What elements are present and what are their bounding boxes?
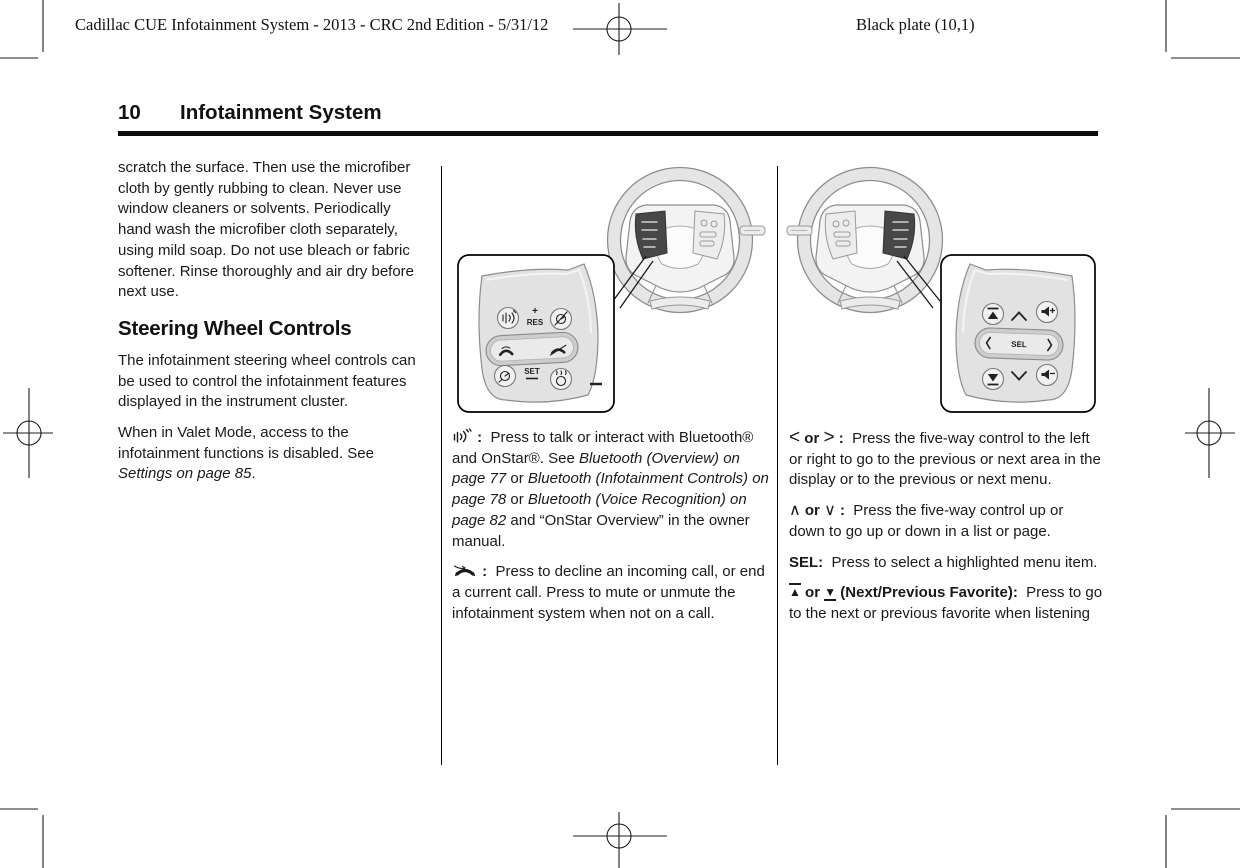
previous-favorite-icon: ▼: [824, 585, 837, 600]
text-run: Bluetooth (Infotainment Controls) on page 78: [452, 470, 774, 509]
crop-mark: [1166, 809, 1240, 868]
paragraph: [789, 583, 1107, 624]
running-header-right: Black plate (10,1): [856, 15, 975, 34]
next-favorite-button: [983, 304, 1004, 325]
paragraph: [452, 428, 774, 552]
paragraph: [789, 427, 1106, 491]
phone-rocker: [485, 332, 578, 367]
text-run: or: [506, 470, 528, 488]
svg-text:RES: RES: [526, 318, 544, 327]
end-call-icon: [452, 563, 478, 578]
text-run: :: [835, 502, 854, 520]
text-run: Press to select a highlighted menu item.: [823, 553, 1098, 571]
running-header-left: Cadillac CUE Infotainment System - 2013 - CRC 2nd Edition - 5/31/12: [75, 15, 549, 34]
text-run: The infotainment steering wheel controls can be used to control the infotainment features displayed in the instrument cluster.: [118, 351, 420, 411]
column-middle: [452, 428, 774, 634]
right-control-pod-on-wheel: [883, 211, 915, 259]
push-to-talk-button: [498, 308, 519, 329]
column-right: [789, 427, 1107, 635]
text-run: Press to decline an incoming call, or end a current call. Press to mute or unmute the infotainment system when not on a call.: [452, 563, 769, 622]
left-control-pod-on-wheel: [825, 211, 857, 259]
page-number: 10: [118, 101, 141, 124]
text-run: :: [478, 563, 496, 581]
svg-text:+: +: [532, 306, 538, 317]
text-run: :: [834, 430, 853, 447]
registration-mark-bottom: [573, 812, 667, 868]
text-run: (Next/Previous Favorite):: [836, 584, 1018, 602]
next-favorite-icon: ▲: [789, 585, 801, 600]
text-run: When in Valet Mode, access to the infotainment functions is disabled. See: [118, 424, 379, 462]
column-divider: [777, 166, 778, 765]
registration-mark-top: [573, 3, 667, 55]
text-run: or: [800, 584, 825, 602]
text-run: or: [800, 502, 825, 520]
text-run: Press to go to the next or previous favorite when listening: [789, 584, 1107, 622]
five-way-down-icon: ∨: [824, 502, 836, 520]
registration-mark-left: [3, 388, 53, 478]
push-to-talk-icon: [452, 428, 473, 444]
column-divider: [441, 166, 442, 765]
text-run: Press the five-way control up or down to go up or down in a list or page.: [789, 502, 1068, 540]
paragraph: [118, 351, 425, 413]
figure-steering-wheel-left-controls: [452, 163, 775, 436]
steering-wheel: [608, 168, 766, 313]
text-run: Press to talk or interact with Bluetooth® and OnStar®. See: [452, 429, 758, 467]
paragraph: [118, 158, 425, 303]
text-run: Bluetooth (Voice Recognition) on page 82: [452, 491, 751, 529]
five-way-rocker: [975, 327, 1064, 360]
svg-text:SET: SET: [524, 367, 540, 376]
five-way-right-icon: >: [823, 427, 835, 448]
text-run: :: [473, 429, 491, 446]
text-run: Settings on page 85: [118, 465, 252, 483]
crop-mark: [1166, 0, 1240, 58]
registration-mark-right: [1185, 388, 1235, 478]
right-control-pod-on-wheel: [693, 211, 725, 259]
crop-mark: [0, 809, 43, 868]
title-rule: [118, 131, 1098, 136]
paragraph: [789, 501, 1103, 542]
column-left: [118, 158, 425, 495]
cruise-on-off-button: [495, 366, 516, 387]
text-run: scratch the surface. Then use the microfiber cloth by gently rubbing to clean. Never use window cleaners or solvents. Periodically hand wash the microfiber cloth separately, using mild soap. Do not use bleach or fabric softener. Rinse thoroughly and air dry before next use.: [118, 159, 419, 301]
figure-steering-wheel-right-controls: [783, 163, 1100, 436]
text-run: and “OnStar Overview” in the owner manual.: [452, 511, 754, 550]
page-title: Infotainment System: [180, 101, 382, 124]
text-run: or: [506, 491, 528, 509]
volume-down-button: [1037, 365, 1058, 386]
text-run: Bluetooth (Overview) on page 77: [452, 449, 745, 488]
callout-left-controls: [458, 255, 614, 412]
volume-up-button: [1037, 302, 1058, 323]
five-way-up-icon: ∧: [789, 502, 801, 520]
paragraph: [118, 423, 425, 485]
five-way-left-icon: <: [789, 427, 801, 448]
heated-steering-wheel-button: [551, 369, 572, 390]
cruise-cancel-button: [551, 309, 572, 330]
paragraph: [452, 562, 769, 624]
callout-right-controls: [941, 255, 1095, 412]
crop-mark: [0, 0, 43, 58]
paragraph: [789, 553, 1103, 574]
sel-label: SEL: [1011, 339, 1027, 350]
text-run: Press the five-way control to the left or right to go to the previous or next area in the display or to the previous or next menu.: [789, 430, 1106, 489]
left-control-pod-on-wheel: [635, 211, 667, 259]
text-run: or: [800, 430, 824, 447]
section-heading: Steering Wheel Controls: [118, 316, 352, 340]
text-run: SEL:: [789, 553, 824, 571]
previous-favorite-button: [983, 369, 1004, 390]
text-run: .: [251, 465, 256, 483]
